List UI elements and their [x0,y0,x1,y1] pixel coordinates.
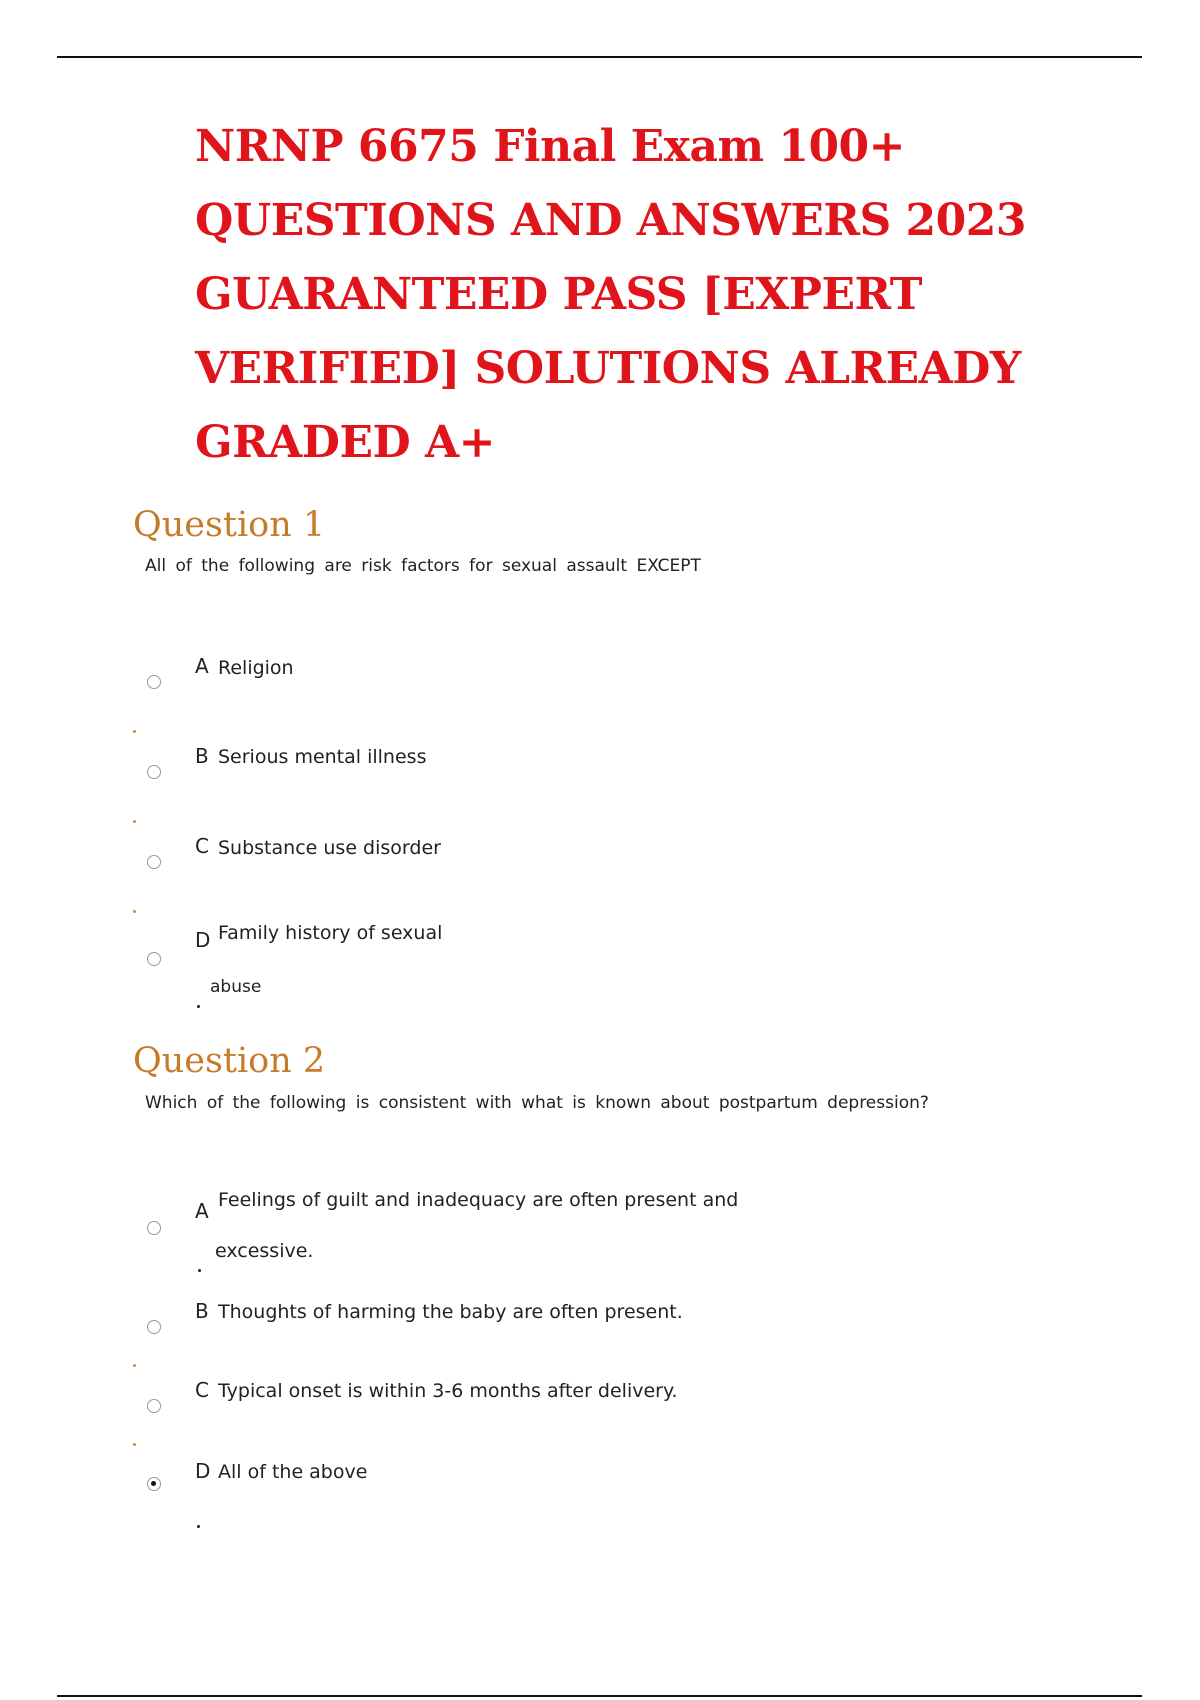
bullet-mark [133,1443,136,1446]
q1-option-c-radio[interactable] [147,855,161,869]
q1-option-b-letter: B [195,744,209,768]
q2-option-d-radio[interactable] [147,1477,161,1491]
q2-option-a-radio[interactable] [147,1221,161,1235]
q2-option-b-letter: B [195,1299,209,1323]
bullet-mark [133,730,136,733]
q2-option-c-text[interactable]: Typical onset is within 3-6 months after delivery. [218,1380,678,1402]
q1-option-a-radio[interactable] [147,675,161,689]
q2-option-c-letter: C [195,1378,209,1402]
q1-option-d-letter: D [195,928,211,952]
q1-option-d-text-continued[interactable]: abuse [210,977,262,997]
q2-option-a-letter: A [195,1199,209,1223]
q2-option-d-text[interactable]: All of the above [218,1461,368,1483]
document-title [195,110,1025,480]
question-1-text: All of the following are risk factors for sexual assault EXCEPT [145,556,701,576]
title-line: QUESTIONS AND ANSWERS 2023 [195,195,1027,246]
q2-option-a-text[interactable]: Feelings of guilt and inadequacy are often present and [218,1189,739,1211]
q1-option-a-text[interactable]: Religion [218,657,294,679]
q2-option-a-text-continued[interactable]: excessive. [215,1240,314,1262]
bullet-mark [198,1269,201,1272]
bullet-mark [197,1525,200,1528]
title-line: GUARANTEED PASS [EXPERT [195,269,923,320]
q1-option-c-text[interactable]: Substance use disorder [218,837,441,859]
title-line: VERIFIED] SOLUTIONS ALREADY [195,343,1021,394]
top-rule [57,56,1142,58]
bullet-mark [133,820,136,823]
bullet-mark [133,1364,136,1367]
q2-option-c-radio[interactable] [147,1399,161,1413]
q1-option-b-radio[interactable] [147,765,161,779]
bullet-mark [197,1005,200,1008]
q1-option-d-radio[interactable] [147,952,161,966]
question-2-text: Which of the following is consistent with what is known about postpartum depression? [145,1093,929,1113]
question-1-heading: Question 1 [133,505,326,545]
q2-option-b-radio[interactable] [147,1320,161,1334]
bottom-rule [57,1695,1142,1697]
q1-option-c-letter: C [195,834,209,858]
title-line: NRNP 6675 Final Exam 100+ [195,121,906,172]
question-2-heading: Question 2 [133,1041,326,1081]
q2-option-d-letter: D [195,1459,211,1483]
q1-option-a-letter: A [195,654,209,678]
q2-option-b-text[interactable]: Thoughts of harming the baby are often present. [218,1301,683,1323]
q1-option-d-text[interactable]: Family history of sexual [218,922,443,944]
q1-option-b-text[interactable]: Serious mental illness [218,746,427,768]
bullet-mark [133,910,136,913]
title-line: GRADED A+ [195,417,495,468]
